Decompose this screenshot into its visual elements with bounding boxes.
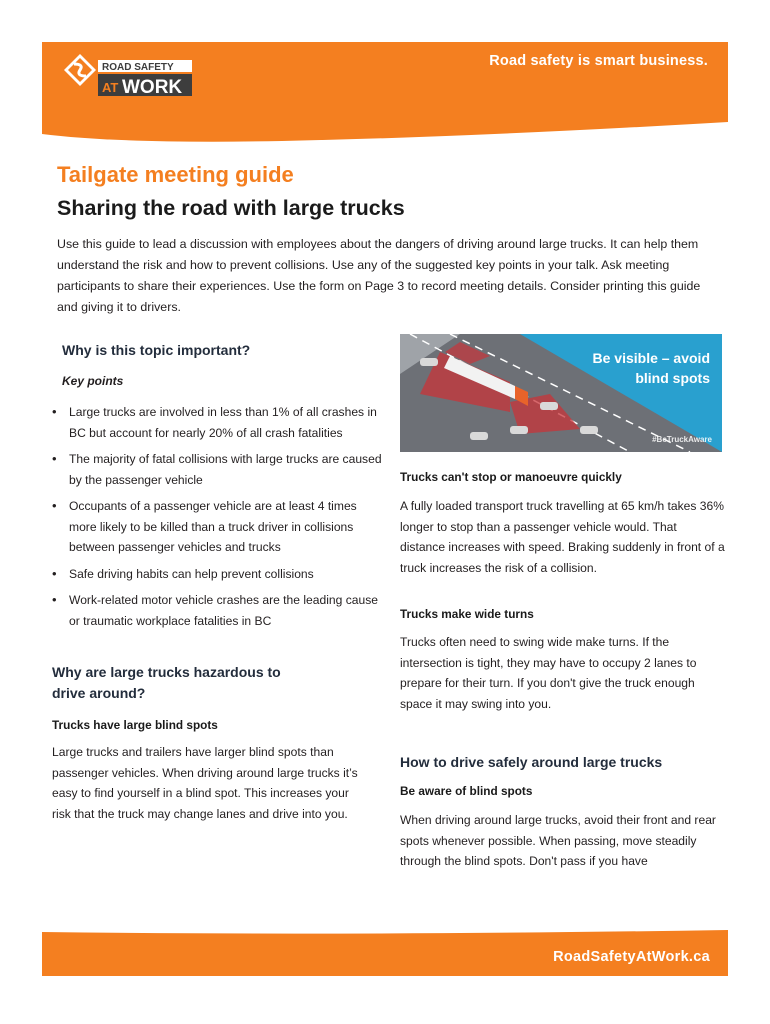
road-safety-at-work-logo — [62, 52, 194, 102]
blind-spots-paragraph: Large trucks and trailers have larger blind spots than passenger vehicles. When driving around large trucks it’s easy to find yourself in a blind spot. This increases your risk that the truck may change lanes and drive into you. — [52, 745, 358, 821]
how-drive-safely-heading: How to drive safely around large trucks — [400, 754, 663, 770]
banner-line-2: blind spots — [635, 370, 710, 386]
why-hazardous-heading: Why are large trucks hazardous to drive around? — [52, 664, 281, 701]
guide-kicker: Tailgate meeting guide — [57, 162, 294, 187]
why-important-heading: Why is this topic important? — [62, 342, 251, 358]
logo-text-at: AT — [102, 80, 119, 95]
cant-stop-paragraph: A fully loaded transport truck travelling at 65 km/h takes 36% longer to stop than a passenger vehicle would. That distance increases with speed. Braking suddenly in front of a truck increases the risk of a collision. — [400, 499, 725, 575]
key-point: • Occupants of a passenger vehicle are at least 4 times more likely to be killed than a truck driver in collisions between passenger vehicles and trucks — [52, 496, 382, 558]
key-points-list — [52, 402, 382, 637]
footer-website-link[interactable]: RoadSafetyAtWork.ca — [553, 949, 710, 965]
key-point: • Safe driving habits can help prevent collisions — [52, 564, 382, 585]
key-points-label: Key points — [62, 374, 124, 388]
banner-line-1: Be visible – avoid — [592, 350, 710, 366]
page-title: Sharing the road with large trucks — [57, 196, 405, 220]
wide-turns-paragraph: Trucks often need to swing wide make turns. If the intersection is tight, they may have to occupy 2 lanes to prepare for their turn. If you don't give the truck enough space it may swing into you. — [400, 635, 697, 711]
blind-spots-heading: Trucks have large blind spots — [52, 718, 218, 732]
logo-text-line1: ROAD SAFETY — [102, 62, 174, 73]
banner-hashtag: #BeTruckAware — [652, 435, 712, 444]
intro-paragraph: Use this guide to lead a discussion with employees about the dangers of driving around large trucks. It can help them understand the risk and how to prevent collisions. Use any of the suggested key points in your talk. Ask meeting participants to share their experiences. Use the form on Page 3 to record meeting details. Consider printing this guide and giving it to drivers. — [57, 237, 701, 314]
key-point: • Work-related motor vehicle crashes are the leading cause or traumatic workplace fatalities in BC — [52, 590, 382, 631]
be-aware-paragraph: When driving around large trucks, avoid their front and rear spots whenever possible. When passing, move steadily through the blind spots. Don't pass if you have — [400, 813, 716, 868]
key-point: • The majority of fatal collisions with large trucks are caused by the passenger vehicle — [52, 449, 382, 490]
be-visible-banner — [400, 334, 722, 452]
key-point: • Large trucks are involved in less than 1% of all crashes in BC but account for nearly 20% of all crash fatalities — [52, 402, 382, 443]
header-tagline: Road safety is smart business. — [489, 53, 708, 69]
cant-stop-heading: Trucks can't stop or manoeuvre quickly — [400, 470, 622, 484]
logo-text-work: WORK — [122, 77, 183, 98]
be-aware-heading: Be aware of blind spots — [400, 784, 533, 798]
wide-turns-heading: Trucks make wide turns — [400, 607, 534, 621]
banner-headline — [593, 348, 711, 388]
